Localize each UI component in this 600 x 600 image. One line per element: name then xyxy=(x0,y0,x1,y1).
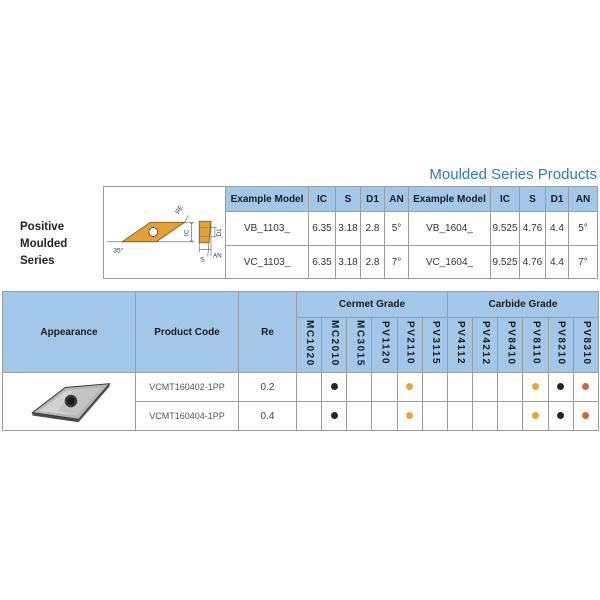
grade-cell xyxy=(347,402,372,431)
grade-cell xyxy=(548,373,573,402)
grade-name: PV8210 xyxy=(555,321,567,366)
grade-column-header xyxy=(498,318,523,373)
grade-column-header xyxy=(372,318,397,373)
product-code: VCMT160404-1PP xyxy=(136,402,239,431)
grade-name: PV4112 xyxy=(455,321,467,366)
grade-column-header xyxy=(422,318,447,373)
cell-s: 3.18 xyxy=(336,246,361,279)
grade-name: PV1120 xyxy=(379,321,391,366)
dimensions-header-row xyxy=(104,187,598,212)
grade-cell xyxy=(447,402,472,431)
products-body xyxy=(3,373,599,431)
cell-model: VC_1604_ xyxy=(409,246,491,279)
cell-d1: 2.8 xyxy=(361,212,385,246)
corner-radius: 0.2 xyxy=(239,373,297,402)
grade-column-header xyxy=(548,318,573,373)
cell-d1: 4.4 xyxy=(546,246,569,279)
grade-mark-dot xyxy=(406,412,413,419)
series-label-line: Positive xyxy=(20,221,65,233)
grade-cell xyxy=(573,373,598,402)
header-appearance: Appearance xyxy=(3,292,136,373)
grade-name: PV2110 xyxy=(404,321,416,366)
insert-dimension-diagram xyxy=(104,188,224,278)
header-s: S xyxy=(520,187,546,212)
grade-mark-dot xyxy=(557,412,564,419)
product-code: VCMT160402-1PP xyxy=(136,373,239,402)
grade-cell xyxy=(523,373,548,402)
grade-mark-dot xyxy=(532,383,539,390)
header-an: AN xyxy=(569,187,598,212)
header-an: AN xyxy=(385,187,409,212)
grade-mark-dot xyxy=(331,383,338,390)
header-example-model: Example Model xyxy=(226,187,309,212)
grade-column-header xyxy=(473,318,498,373)
grade-name: MC3015 xyxy=(354,320,366,367)
grade-cell xyxy=(422,373,447,402)
grade-name: PV4212 xyxy=(480,321,492,366)
grade-cell xyxy=(523,402,548,431)
cell-ic: 6.35 xyxy=(309,212,336,246)
grade-cell xyxy=(347,373,372,402)
grade-cell xyxy=(372,373,397,402)
insert-side-view xyxy=(199,221,211,243)
cell-s: 4.76 xyxy=(520,212,546,246)
header-example-model: Example Model xyxy=(409,187,491,212)
grade-name: MC2010 xyxy=(329,320,341,367)
cell-s: 3.18 xyxy=(336,212,361,246)
grade-column-header xyxy=(397,318,422,373)
cell-an: 7° xyxy=(385,246,409,279)
grade-cell xyxy=(498,402,523,431)
cell-model: VC_1103_ xyxy=(226,246,309,279)
grade-name: PV8410 xyxy=(505,321,517,366)
grade-mark-dot xyxy=(582,412,589,419)
insert-hole xyxy=(149,227,158,236)
grade-cell xyxy=(397,402,422,431)
header-ic: IC xyxy=(491,187,520,212)
cell-an: 5° xyxy=(385,212,409,246)
header-d1: D1 xyxy=(361,187,385,212)
grade-column-header xyxy=(297,318,322,373)
grade-cell xyxy=(447,373,472,402)
grade-mark-dot xyxy=(582,383,589,390)
products-table xyxy=(2,291,599,431)
grade-name: PV8110 xyxy=(530,321,542,366)
header-ic: IC xyxy=(309,187,336,212)
grade-cell xyxy=(548,402,573,431)
grade-group-header: Cermet Grade xyxy=(297,292,448,318)
cell-ic: 9.525 xyxy=(491,246,520,279)
series-label-line: Series xyxy=(20,255,55,267)
grade-column-header xyxy=(447,318,472,373)
insert-hole-inner xyxy=(67,397,75,405)
cell-an: 7° xyxy=(569,246,598,279)
insert-product-image xyxy=(4,374,135,430)
grade-cell xyxy=(397,373,422,402)
grade-mark-dot xyxy=(406,383,413,390)
header-product-code: Product Code xyxy=(136,292,239,373)
header-s: S xyxy=(336,187,361,212)
grade-mark-dot xyxy=(532,412,539,419)
grade-cell xyxy=(498,373,523,402)
cell-model: VB_1604_ xyxy=(409,212,491,246)
series-label-line: Moulded xyxy=(20,238,68,250)
header-re: Re xyxy=(239,292,297,373)
grade-cell xyxy=(297,373,322,402)
page-title: Moulded Series Products xyxy=(429,166,597,183)
cell-ic: 6.35 xyxy=(309,246,336,279)
grade-name: PV3115 xyxy=(429,321,441,366)
grade-column-header xyxy=(573,318,598,373)
cell-ic: 9.525 xyxy=(491,212,520,246)
cell-model: VB_1103_ xyxy=(226,212,309,246)
grade-column-header xyxy=(322,318,347,373)
an-label: AN xyxy=(212,251,222,259)
grade-name: MC1020 xyxy=(304,320,316,367)
grade-cell xyxy=(297,402,322,431)
ic-label: IC xyxy=(183,229,191,236)
cell-an: 5° xyxy=(569,212,598,246)
grade-group-header: Carbide Grade xyxy=(447,292,598,318)
header-d1: D1 xyxy=(546,187,569,212)
cell-d1: 4.4 xyxy=(546,212,569,246)
grade-cell xyxy=(422,402,447,431)
cell-s: 4.76 xyxy=(520,246,546,279)
d1-label: D1 xyxy=(216,227,224,236)
corner-radius: 0.4 xyxy=(239,402,297,431)
grade-column-header xyxy=(523,318,548,373)
grade-cell xyxy=(372,402,397,431)
grade-cell xyxy=(573,402,598,431)
grade-cell xyxy=(473,373,498,402)
grade-cell xyxy=(322,373,347,402)
re-label: RE xyxy=(174,203,185,215)
s-label: S xyxy=(200,255,205,263)
product-row xyxy=(3,373,599,402)
grade-group-row xyxy=(3,292,599,318)
cell-d1: 2.8 xyxy=(361,246,385,279)
series-label xyxy=(20,219,67,270)
appearance-cell xyxy=(3,373,136,431)
grade-cell xyxy=(322,402,347,431)
grade-mark-dot xyxy=(557,383,564,390)
insert-diagram-cell xyxy=(104,187,226,279)
grade-mark-dot xyxy=(331,412,338,419)
grade-cell xyxy=(473,402,498,431)
angle-label: 35° xyxy=(113,247,124,255)
dimensions-table xyxy=(103,186,598,279)
grade-column-header xyxy=(347,318,372,373)
grade-name: PV8310 xyxy=(580,321,592,366)
